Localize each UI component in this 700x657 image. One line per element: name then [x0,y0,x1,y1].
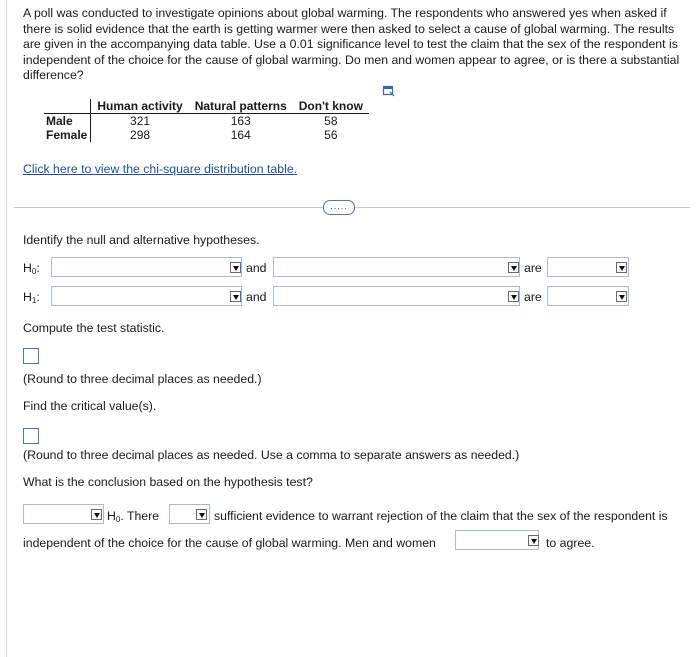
chevron-down-icon[interactable] [91,509,102,520]
row-label: Female [44,128,91,142]
column-header: Human activity [91,99,189,114]
column-header: Don't know [293,99,369,114]
are-label: are [524,261,542,275]
chevron-down-icon[interactable] [528,535,539,546]
more-button[interactable]: ..... [323,200,355,215]
h0-dropdown-1[interactable] [51,257,242,277]
test-statistic-heading: Compute the test statistic. [23,321,165,335]
and-label: and [246,290,267,304]
expand-table-icon[interactable] [382,84,395,97]
chevron-down-icon[interactable] [230,262,241,273]
row-label: Male [44,114,91,129]
table-cell: 56 [324,128,338,142]
table-cell: 164 [230,128,251,142]
conclusion-mid-text: sufficient evidence to warrant rejection of the claim that the sex of the respondent is [214,509,668,523]
table-cell: 298 [130,128,151,142]
chevron-down-icon[interactable] [616,262,627,273]
conclusion-end-text: to agree. [546,536,595,550]
h1-dropdown-2[interactable] [273,286,520,306]
h1-label: $H_1$: [23,290,40,305]
data-table [44,99,369,142]
hypotheses-heading: Identify the null and alternative hypotheses. [23,233,260,247]
and-label: and [246,261,267,275]
chevron-down-icon[interactable] [196,509,207,520]
chevron-down-icon[interactable] [508,291,519,302]
critical-value-input[interactable] [23,428,39,444]
critical-note: (Round to three decimal places as needed. Use a comma to separate answers as needed.) [23,448,520,462]
table-corner [44,99,91,114]
chevron-down-icon[interactable] [616,291,627,302]
conclusion-heading: What is the conclusion based on the hypothesis test? [23,475,313,489]
conclusion-h0-text: $H_0$. There [107,509,160,524]
table-cell: 321 [130,114,151,128]
h0-label: $H_0$: [23,261,40,276]
chevron-down-icon[interactable] [230,291,241,302]
chi-square-table-link[interactable]: Click here to view the chi-square distribution table. [23,162,298,176]
test-statistic-input[interactable] [23,348,39,364]
chevron-down-icon[interactable] [508,262,519,273]
h0-dropdown-2[interactable] [273,257,520,277]
table-cell: 163 [230,114,251,128]
are-label: are [524,290,542,304]
h1-dropdown-1[interactable] [51,286,242,306]
question-text: A poll was conducted to investigate opinions about global warming. The respondents who answered yes when asked if there is solid evidence that the earth is getting warmer were then asked to select a cause of global warming. The results are given in the accompanying data table. Use a 0.01 significance level to test the claim that the sex of the respondent is independent of the choice for the cause of global warming. Do men and women appear to agree, or is there a substantial difference? [23,6,680,82]
conclusion-line2: independent of the choice for the cause of global warming. Men and women [23,536,436,550]
critical-heading: Find the critical value(s). [23,399,157,413]
conclusion-agree-dropdown[interactable] [455,530,539,550]
test-statistic-note: (Round to three decimal places as needed.) [23,372,262,386]
table-cell: 58 [324,114,338,128]
column-header: Natural patterns [189,99,293,114]
